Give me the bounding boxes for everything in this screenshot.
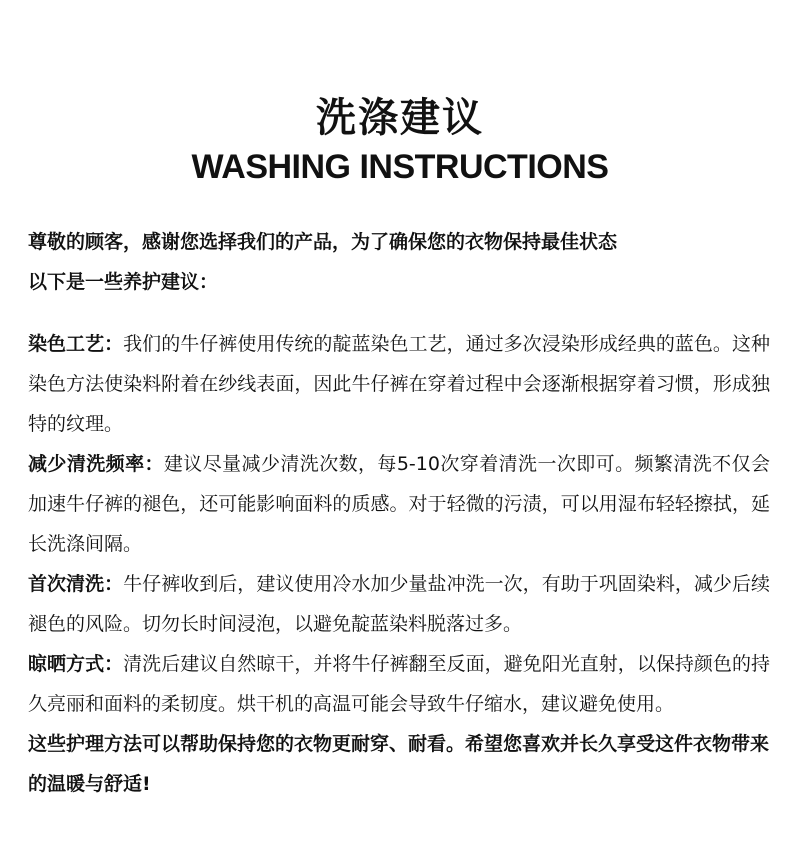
section-first-wash — [28, 564, 770, 644]
section-text: 我们的牛仔裤使用传统的靛蓝染色工艺，通过多次浸染形成经典的蓝色。这种染色方法使染料附着在纱线表面，因此牛仔裤在穿着过程中会逐渐根据穿着习惯，形成独特的纹理。 — [28, 333, 770, 435]
section-reduce-washing — [28, 444, 770, 564]
section-text: 清洗后建议自然晾干，并将牛仔裤翻至反面，避免阳光直射，以保持颜色的持久亮丽和面料的柔韧度。烘干机的高温可能会导致牛仔缩水，建议避免使用。 — [28, 653, 770, 715]
section-drying-method — [28, 644, 770, 724]
section-label: 首次清洗： — [28, 573, 124, 595]
section-text: 牛仔裤收到后，建议使用冷水加少量盐冲洗一次，有助于巩固染料，减少后续褪色的风险。切勿长时间浸泡，以避免靛蓝染料脱落过多。 — [28, 573, 770, 635]
washing-instructions-body — [28, 222, 770, 804]
closing-paragraph: 这些护理方法可以帮助保持您的衣物更耐穿、耐看。希望您喜欢并长久享受这件衣物带来的温暖与舒适! — [28, 733, 770, 795]
section-label: 染色工艺： — [28, 333, 124, 355]
intro-line-2: 以下是一些养护建议： — [28, 271, 219, 293]
section-label: 晾晒方式： — [28, 653, 124, 675]
page-title-cn: 洗涤建议 — [316, 95, 484, 141]
section-label: 减少清洗频率： — [28, 453, 164, 475]
section-dyeing-process — [28, 324, 770, 444]
section-text: 建议尽量减少清洗次数，每5-10次穿着清洗一次即可。频繁清洗不仅会加速牛仔裤的褪色，还可能影响面料的质感。对于轻微的污渍，可以用湿布轻轻擦拭，延长洗涤间隔。 — [28, 453, 770, 555]
intro-paragraph — [28, 222, 770, 302]
intro-line-1: 尊敬的顾客，感谢您选择我们的产品，为了确保您的衣物保持最佳状态 — [28, 231, 618, 253]
page-title-en: WASHING INSTRUCTIONS — [191, 148, 609, 186]
